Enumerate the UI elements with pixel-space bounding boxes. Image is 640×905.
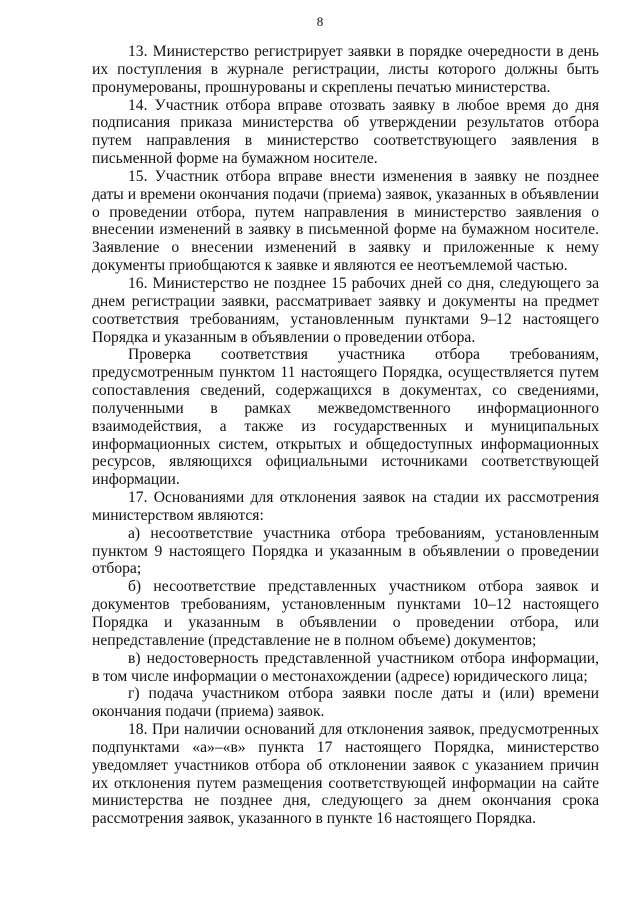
subitem-v: в) недостоверность представленной участником отбора информации, в том числе информации о местонахождении (адресе) юридического лица; (92, 649, 599, 685)
paragraph-item-15: 15. Участник отбора вправе внести изменения в заявку не позднее даты и времени окончания подачи (приема) заявок, указанных в объявлении о проведении отбора, путем направления в министерство заявления о внесении изменений в заявку в письменной форме на бумажном носителе. Заявление о внесении изменений в заявку и приложенные к нему документы приобщаются к заявке и являются ее неотъемлемой частью. (92, 167, 599, 275)
subitem-a: а) несоответствие участника отбора требованиям, установленным пунктом 9 настоящего Порядка и указанным в объявлении о проведении отбора; (92, 524, 599, 578)
page-number: 8 (316, 14, 324, 29)
paragraph-verification: Проверка соответствия участника отбора требованиям, предусмотренным пунктом 11 настоящего Порядка, осуществляется путем сопоставления сведений, содержащихся в документах, со сведениями, полученными в рамках межведомственного информационного взаимодействия, а также из государственных и муниципальных информационных систем, открытых и общедоступных информационных ресурсов, являющихся официальными источниками соответствующей информации. (92, 346, 599, 489)
paragraph-item-17: 17. Основаниями для отклонения заявок на стадии их рассмотрения министерством являются: (92, 489, 599, 524)
document-body (92, 43, 599, 828)
paragraph-item-18: 18. При наличии оснований для отклонения заявок, предусмотренных подпунктами «а»–«в» пункта 17 настоящего Порядка, министерство уведомляет участников отбора об отклонении заявок с указанием причин их отклонения путем размещения соответствующей информации на сайте министерства не позднее дня, следующего за днем окончания срока рассмотрения заявок, указанного в пункте 16 настоящего Порядка. (92, 721, 599, 828)
paragraph-item-16: 16. Министерство не позднее 15 рабочих дней со дня, следующего за днем регистрации заявки, рассматривает заявку и документы на предмет соответствия требованиям, установленным пунктами 9–12 настоящего Порядка и указанным в объявлении о проведении отбора. (92, 274, 599, 346)
paragraph-item-13: 13. Министерство регистрирует заявки в порядке очередности в день их поступления в журнале регистрации, листы которого должны быть пронумерованы, прошнурованы и скреплены печатью министерства. (92, 43, 599, 96)
paragraph-item-14: 14. Участник отбора вправе отозвать заявку в любое время до дня подписания приказа министерства об утверждении результатов отбора путем направления в министерство соответствующего заявления в письменной форме на бумажном носителе. (92, 96, 599, 168)
subitem-b: б) несоответствие представленных участником отбора заявок и документов требованиям, установленным пунктами 10–12 настоящего Порядка и указанным в объявлении о проведении отбора, или непредставление (представление не в полном объеме) документов; (92, 578, 599, 649)
subitem-g: г) подача участником отбора заявки после даты и (или) времени окончания подачи (приема) заявок. (92, 685, 599, 721)
